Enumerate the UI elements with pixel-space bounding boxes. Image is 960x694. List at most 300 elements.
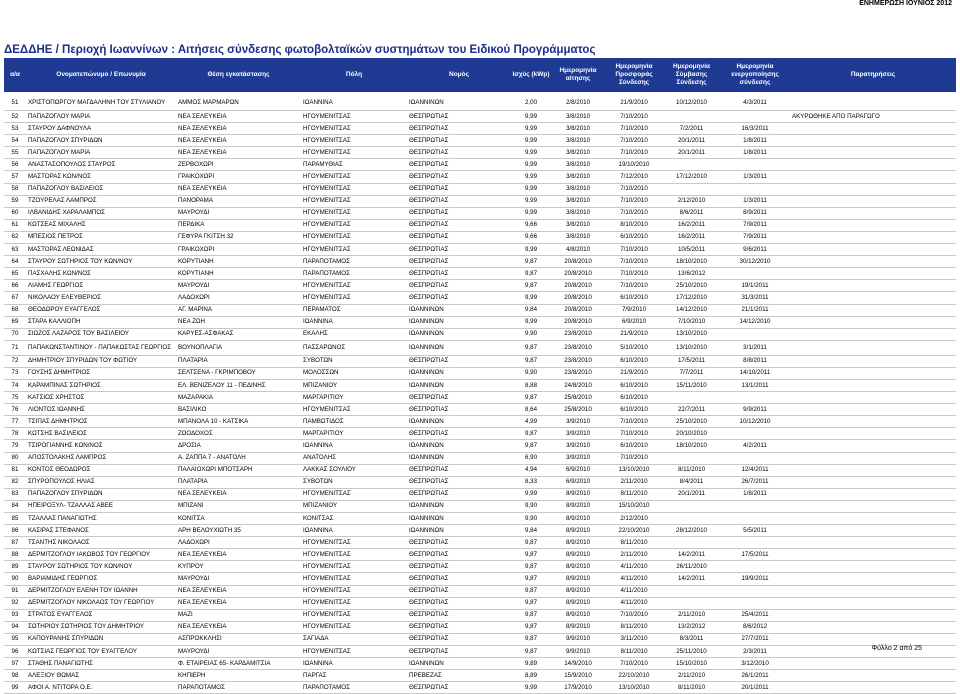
- col-header-application-date: Ημερομηνία αίτησης: [551, 58, 605, 92]
- cell-location: ΑΣΠΡΟΚΚΛΗΣΙ: [176, 633, 301, 645]
- cell-prefecture: ΙΩΑΝΝΙΝΩΝ: [407, 500, 511, 512]
- cell-application-date: 3/8/2010: [551, 147, 605, 159]
- cell-name: ΔΕΡΜΙΤΖΟΓΛΟΥ ΝΙΚΟΛΑΟΣ ΤΟΥ ΓΕΩΡΓΙΟΥ: [26, 597, 176, 609]
- cell-prefecture: ΘΕΣΠΡΩΤΙΑΣ: [407, 219, 511, 231]
- cell-power: 9,87: [511, 646, 551, 658]
- col-header-location: Θέση εγκατάστασης: [176, 58, 301, 92]
- cell-name: ΠΑΠΑΖΟΓΛΟΥ ΜΑΡΙΑ: [26, 147, 176, 159]
- cell-prefecture: ΘΕΣΠΡΩΤΙΑΣ: [407, 609, 511, 621]
- cell-activation-date: 17/5/2011: [720, 549, 790, 561]
- cell-aa: 99: [4, 682, 26, 694]
- cell-city: ΗΓΟΥΜΕΝΙΤΣΑΣ: [301, 549, 407, 561]
- cell-name: ΘΕΟΔΩΡΟΥ ΕΥΑΓΓΕΛΟΣ: [26, 304, 176, 316]
- cell-power: 9,87: [511, 392, 551, 404]
- cell-location: ΚΟΡΥΤΙΑΝΗ: [176, 256, 301, 268]
- cell-contract-date: 18/10/2010: [663, 256, 720, 268]
- table-row: [4, 316, 956, 328]
- cell-activation-date: 30/12/2010: [720, 256, 790, 268]
- cell-aa: 93: [4, 609, 26, 621]
- cell-aa: 91: [4, 585, 26, 597]
- cell-power: 4,99: [511, 416, 551, 428]
- table-row: [4, 464, 956, 476]
- cell-remarks: [790, 147, 956, 159]
- cell-remarks: [790, 525, 956, 537]
- cell-activation-date: 14/12/2010: [720, 316, 790, 328]
- cell-remarks: [790, 621, 956, 633]
- cell-activation-date: 19/9/2011: [720, 573, 790, 585]
- cell-remarks: [790, 292, 956, 304]
- col-header-prefecture: Νομός: [407, 58, 511, 92]
- cell-offer-date: 21/9/2010: [605, 367, 663, 379]
- col-header-activation-date: Ημερομηνία ενεργοποίησης σύνδεσης: [720, 58, 790, 92]
- cell-power: 9,84: [511, 304, 551, 316]
- table-row: [4, 292, 956, 304]
- cell-location: ΠΑΡΑΠΟΤΑΜΟΣ: [176, 682, 301, 694]
- cell-remarks: [790, 207, 956, 219]
- col-header-city: Πόλη: [301, 58, 407, 92]
- cell-power: 9,84: [511, 525, 551, 537]
- cell-application-date: 3/8/2010: [551, 123, 605, 135]
- cell-name: ΛΙΑΜΗΣ ΓΕΩΡΓΙΟΣ: [26, 280, 176, 292]
- cell-city: ΜΠΙΖΑΝΙΟΥ: [301, 500, 407, 512]
- cell-aa: 69: [4, 316, 26, 328]
- cell-name: ΠΑΠΑΖΟΓΛΟΥ ΣΠΥΡΙΔΩΝ: [26, 135, 176, 147]
- table-row: [4, 682, 956, 694]
- table-row: [4, 452, 956, 464]
- table-row: [4, 280, 956, 292]
- cell-contract-date: [663, 500, 720, 512]
- cell-prefecture: ΘΕΣΠΡΩΤΙΑΣ: [407, 476, 511, 488]
- cell-remarks: [790, 392, 956, 404]
- cell-contract-date: 25/10/2010: [663, 416, 720, 428]
- cell-city: ΗΓΟΥΜΕΝΙΤΣΑΣ: [301, 404, 407, 416]
- cell-city: ΙΩΑΝΝΙΝΑ: [301, 96, 407, 111]
- cell-remarks: [790, 416, 956, 428]
- cell-application-date: 3/9/2010: [551, 452, 605, 464]
- cell-city: ΙΩΑΝΝΙΝΑ: [301, 525, 407, 537]
- table-row: [4, 171, 956, 183]
- table-row: [4, 355, 956, 367]
- cell-city: ΕΚΑΛΗΣ: [301, 328, 407, 340]
- cell-location: ΖΕΡΒΟΧΩΡΙ: [176, 159, 301, 171]
- cell-power: 9,87: [511, 609, 551, 621]
- cell-location: ΒΟΥΝΟΠΛΑΓΙΑ: [176, 340, 301, 355]
- cell-offer-date: 7/10/2010: [605, 268, 663, 280]
- cell-contract-date: 22/7/2011: [663, 404, 720, 416]
- cell-activation-date: 4/3/2011: [720, 96, 790, 111]
- cell-contract-date: [663, 452, 720, 464]
- cell-location: ΝΕΑ ΣΕΛΕΥΚΕΙΑ: [176, 135, 301, 147]
- cell-offer-date: 22/10/2010: [605, 525, 663, 537]
- cell-offer-date: 8/11/2010: [605, 646, 663, 658]
- cell-city: ΣΥΒΟΤΩΝ: [301, 355, 407, 367]
- cell-prefecture: ΘΕΣΠΡΩΤΙΑΣ: [407, 355, 511, 367]
- cell-remarks: [790, 658, 956, 670]
- cell-location: ΑΜΜΟΣ ΜΑΡΜΑΡΩΝ: [176, 96, 301, 111]
- cell-city: ΑΝΑΤΟΛΗΣ: [301, 452, 407, 464]
- cell-power: 8,89: [511, 670, 551, 682]
- cell-location: ΣΕΛΤΣΕΝΑ - ΓΚΡΙΜΠΟΒΟΥ: [176, 367, 301, 379]
- cell-offer-date: 7/10/2010: [605, 123, 663, 135]
- cell-city: ΜΑΡΓΑΡΙΤΙΟΥ: [301, 428, 407, 440]
- cell-activation-date: 20/1/2011: [720, 682, 790, 694]
- cell-activation-date: 1/3/2011: [720, 171, 790, 183]
- cell-application-date: 8/9/2010: [551, 525, 605, 537]
- cell-name: ΑΠΟΣΤΟΛΑΚΗΣ ΛΑΜΠΡΟΣ: [26, 452, 176, 464]
- cell-name: ΙΛΒΑΝΙΔΗΣ ΧΑΡΑΛΑΜΠΟΣ: [26, 207, 176, 219]
- cell-offer-date: 5/10/2010: [605, 340, 663, 355]
- cell-city: ΣΥΒΟΤΩΝ: [301, 476, 407, 488]
- cell-remarks: [790, 476, 956, 488]
- cell-remarks: [790, 268, 956, 280]
- cell-prefecture: ΙΩΑΝΝΙΝΩΝ: [407, 452, 511, 464]
- table-row: [4, 379, 956, 391]
- cell-name: ΣΤΑΥΡΟΥ ΔΑΦΝΟΥΛΑ: [26, 123, 176, 135]
- cell-contract-date: [663, 183, 720, 195]
- cell-activation-date: 3/12/2010: [720, 658, 790, 670]
- cell-prefecture: ΘΕΣΠΡΩΤΙΑΣ: [407, 231, 511, 243]
- cell-contract-date: 8/3/2011: [663, 633, 720, 645]
- cell-power: 4,94: [511, 464, 551, 476]
- cell-offer-date: 13/10/2010: [605, 682, 663, 694]
- cell-offer-date: 3/11/2010: [605, 633, 663, 645]
- cell-activation-date: [720, 561, 790, 573]
- table-row: [4, 646, 956, 658]
- col-header-aa: α/α: [4, 58, 26, 92]
- cell-remarks: [790, 440, 956, 452]
- cell-name: ΑΛΕΞΙΟΥ ΘΩΜΑΣ: [26, 670, 176, 682]
- cell-city: ΗΓΟΥΜΕΝΙΤΣΑΣ: [301, 123, 407, 135]
- cell-name: ΠΑΣΧΑΛΗΣ ΚΩΝ/ΝΟΣ: [26, 268, 176, 280]
- cell-activation-date: [720, 268, 790, 280]
- cell-city: ΗΓΟΥΜΕΝΙΤΣΑΣ: [301, 292, 407, 304]
- cell-name: ΓΟΥΣΗΣ ΔΗΜΗΤΡΙΟΣ: [26, 367, 176, 379]
- cell-location: ΝΕΑ ΖΩΗ: [176, 316, 301, 328]
- cell-remarks: [790, 452, 956, 464]
- cell-name: ΔΗΜΗΤΡΙΟΥ ΣΠΥΡΙΔΩΝ ΤΟΥ ΦΩΤΙΟΥ: [26, 355, 176, 367]
- cell-contract-date: 20/1/2011: [663, 147, 720, 159]
- cell-prefecture: ΙΩΑΝΝΙΝΩΝ: [407, 328, 511, 340]
- table-row: [4, 621, 956, 633]
- cell-prefecture: ΘΕΣΠΡΩΤΙΑΣ: [407, 621, 511, 633]
- cell-aa: 62: [4, 231, 26, 243]
- cell-remarks: [790, 597, 956, 609]
- cell-city: ΣΑΓΙΑΔΑ: [301, 633, 407, 645]
- cell-activation-date: 8/6/2012: [720, 621, 790, 633]
- cell-aa: 61: [4, 219, 26, 231]
- cell-activation-date: [720, 428, 790, 440]
- cell-remarks: [790, 195, 956, 207]
- cell-location: Φ. ΕΤΑΙΡΕΙΑΣ 65- ΚΑΡΔΑΜΙΤΣΙΑ: [176, 658, 301, 670]
- cell-offer-date: 6/9/2010: [605, 316, 663, 328]
- cell-contract-date: 7/10/2010: [663, 316, 720, 328]
- cell-aa: 56: [4, 159, 26, 171]
- col-header-power: Ισχύς (kWp): [511, 58, 551, 92]
- cell-prefecture: ΙΩΑΝΝΙΝΩΝ: [407, 416, 511, 428]
- table-row: [4, 537, 956, 549]
- cell-contract-date: 7/7/2011: [663, 367, 720, 379]
- cell-city: ΙΩΑΝΝΙΝΑ: [301, 658, 407, 670]
- cell-application-date: 8/9/2010: [551, 488, 605, 500]
- cell-location: ΠΕΡΔΙΚΑ: [176, 219, 301, 231]
- cell-location: ΝΕΑ ΣΕΛΕΥΚΕΙΑ: [176, 111, 301, 123]
- cell-contract-date: 8/11/2010: [663, 464, 720, 476]
- cell-power: 9,87: [511, 428, 551, 440]
- table-row: [4, 135, 956, 147]
- cell-application-date: 3/8/2010: [551, 171, 605, 183]
- cell-prefecture: ΘΕΣΠΡΩΤΙΑΣ: [407, 561, 511, 573]
- cell-name: ΗΠΕΙΡΟΞΥΛ- ΤΖΑΛΛΑΣ ΑΒΕΕ: [26, 500, 176, 512]
- cell-activation-date: 12/4/2011: [720, 464, 790, 476]
- cell-remarks: [790, 367, 956, 379]
- cell-application-date: 3/8/2010: [551, 159, 605, 171]
- cell-location: ΒΑΣΙΛΙΚΟ: [176, 404, 301, 416]
- cell-city: ΗΓΟΥΜΕΝΙΤΣΑΣ: [301, 280, 407, 292]
- col-header-contract-date: Ημερομηνία Σύμβασης Σύνδεσης: [663, 58, 720, 92]
- cell-aa: 55: [4, 147, 26, 159]
- cell-contract-date: 2/11/2010: [663, 670, 720, 682]
- cell-location: ΜΑΖΑΡΑΚΙΑ: [176, 392, 301, 404]
- cell-location: ΜΠΙΖΑΝΙ: [176, 500, 301, 512]
- cell-contract-date: 17/12/2010: [663, 292, 720, 304]
- cell-remarks: [790, 670, 956, 682]
- cell-aa: 87: [4, 537, 26, 549]
- cell-location: ΝΕΑ ΣΕΛΕΥΚΕΙΑ: [176, 585, 301, 597]
- cell-name: ΚΑΣΙΡΑΣ ΣΤΕΦΑΝΟΣ: [26, 525, 176, 537]
- cell-remarks: [790, 404, 956, 416]
- cell-power: 9,99: [511, 183, 551, 195]
- cell-contract-date: [663, 159, 720, 171]
- cell-prefecture: ΘΕΣΠΡΩΤΙΑΣ: [407, 147, 511, 159]
- cell-activation-date: [720, 513, 790, 525]
- cell-application-date: 8/9/2010: [551, 561, 605, 573]
- cell-contract-date: [663, 597, 720, 609]
- cell-aa: 66: [4, 280, 26, 292]
- table-row: [4, 367, 956, 379]
- cell-application-date: 23/8/2010: [551, 367, 605, 379]
- cell-aa: 57: [4, 171, 26, 183]
- cell-activation-date: 27/7/2011: [720, 633, 790, 645]
- table-row: [4, 670, 956, 682]
- table-row: [4, 304, 956, 316]
- cell-aa: 92: [4, 597, 26, 609]
- cell-city: ΗΓΟΥΜΕΝΙΤΣΑΣ: [301, 207, 407, 219]
- cell-offer-date: 7/9/2010: [605, 304, 663, 316]
- cell-offer-date: 7/10/2010: [605, 428, 663, 440]
- cell-remarks: [790, 488, 956, 500]
- cell-aa: 72: [4, 355, 26, 367]
- cell-offer-date: 7/10/2010: [605, 147, 663, 159]
- cell-activation-date: 7/9/2011: [720, 219, 790, 231]
- cell-prefecture: ΘΕΣΠΡΩΤΙΑΣ: [407, 537, 511, 549]
- cell-offer-date: 7/10/2010: [605, 207, 663, 219]
- cell-power: 8,64: [511, 404, 551, 416]
- cell-aa: 83: [4, 488, 26, 500]
- cell-contract-date: 16/2/2011: [663, 231, 720, 243]
- cell-activation-date: 19/1/2011: [720, 280, 790, 292]
- cell-application-date: 8/9/2010: [551, 513, 605, 525]
- col-header-offer-date: Ημερομηνία Προσφοράς Σύνδεσης: [605, 58, 663, 92]
- cell-power: 2,00: [511, 96, 551, 111]
- cell-remarks: [790, 537, 956, 549]
- cell-power: 9,99: [511, 316, 551, 328]
- cell-power: 8,88: [511, 379, 551, 391]
- cell-offer-date: 7/10/2010: [605, 111, 663, 123]
- cell-offer-date: 22/10/2010: [605, 670, 663, 682]
- cell-application-date: 23/8/2010: [551, 328, 605, 340]
- applications-table: [4, 58, 956, 694]
- cell-contract-date: 2/11/2010: [663, 609, 720, 621]
- cell-aa: 67: [4, 292, 26, 304]
- cell-activation-date: 8/8/2011: [720, 355, 790, 367]
- cell-contract-date: 25/11/2010: [663, 646, 720, 658]
- cell-aa: 75: [4, 392, 26, 404]
- cell-city: ΠΑΜΒΩΤΙΔΟΣ: [301, 416, 407, 428]
- cell-prefecture: ΘΕΣΠΡΩΤΙΑΣ: [407, 171, 511, 183]
- cell-prefecture: ΠΡΕΒΕΖΑΣ: [407, 670, 511, 682]
- cell-offer-date: 7/10/2010: [605, 256, 663, 268]
- cell-activation-date: 1/3/2011: [720, 195, 790, 207]
- cell-prefecture: ΙΩΑΝΝΙΝΩΝ: [407, 304, 511, 316]
- cell-contract-date: [663, 392, 720, 404]
- cell-offer-date: 4/11/2010: [605, 585, 663, 597]
- table-row: [4, 207, 956, 219]
- cell-location: ΝΕΑ ΣΕΛΕΥΚΕΙΑ: [176, 147, 301, 159]
- cell-prefecture: ΘΕΣΠΡΩΤΙΑΣ: [407, 111, 511, 123]
- cell-application-date: 3/9/2010: [551, 440, 605, 452]
- cell-contract-date: 8/11/2010: [663, 682, 720, 694]
- table-row: [4, 340, 956, 355]
- cell-contract-date: 16/2/2011: [663, 219, 720, 231]
- cell-location: ΝΕΑ ΣΕΛΕΥΚΕΙΑ: [176, 183, 301, 195]
- cell-power: 9,99: [511, 111, 551, 123]
- cell-remarks: [790, 609, 956, 621]
- cell-offer-date: 7/10/2010: [605, 195, 663, 207]
- cell-location: ΜΠΑΝΟΛΑ 10 - ΚΑΤΣΙΚΑ: [176, 416, 301, 428]
- cell-power: 9,99: [511, 171, 551, 183]
- col-header-remarks: Παρατηρήσεις: [790, 58, 956, 92]
- cell-name: ΤΖΑΛΛΑΣ ΠΑΝΑΓΙΩΤΗΣ: [26, 513, 176, 525]
- cell-name: ΠΑΠΑΖΟΓΛΟΥ ΜΑΡΙΑ: [26, 111, 176, 123]
- cell-power: 9,87: [511, 573, 551, 585]
- cell-prefecture: ΘΕΣΠΡΩΤΙΑΣ: [407, 597, 511, 609]
- cell-prefecture: ΙΩΑΝΝΙΝΩΝ: [407, 513, 511, 525]
- cell-activation-date: [720, 500, 790, 512]
- cell-activation-date: 26/1/2011: [720, 670, 790, 682]
- cell-location: ΚΑΡΥΕΣ-ΑΣΦΑΚΑΣ: [176, 328, 301, 340]
- cell-application-date: 8/9/2010: [551, 609, 605, 621]
- table-row: [4, 244, 956, 256]
- cell-activation-date: 5/5/2011: [720, 525, 790, 537]
- cell-contract-date: 17/5/2011: [663, 355, 720, 367]
- table-row: [4, 147, 956, 159]
- cell-power: 9,87: [511, 633, 551, 645]
- table-row: [4, 585, 956, 597]
- cell-application-date: 14/9/2010: [551, 658, 605, 670]
- cell-power: 9,87: [511, 585, 551, 597]
- cell-name: ΤΣΑΝΤΗΣ ΝΙΚΟΛΑΟΣ: [26, 537, 176, 549]
- cell-application-date: 8/9/2010: [551, 537, 605, 549]
- cell-remarks: [790, 244, 956, 256]
- cell-offer-date: 6/10/2010: [605, 355, 663, 367]
- cell-name: ΠΑΠΑΚΩΝΣΤΑΝΤΙΝΟΥ - ΠΑΠΑΚΩΣΤΑΣ ΓΕΩΡΓΙΟΣ: [26, 340, 176, 355]
- cell-location: ΜΑΥΡΟΥΔΙ: [176, 207, 301, 219]
- cell-power: 9,66: [511, 219, 551, 231]
- cell-city: ΠΑΡΑΠΟΤΑΜΟΣ: [301, 682, 407, 694]
- cell-contract-date: [663, 585, 720, 597]
- cell-name: ΚΟΝΤΟΣ ΘΕΟΔΩΡΟΣ: [26, 464, 176, 476]
- cell-offer-date: 19/10/2010: [605, 159, 663, 171]
- cell-offer-date: 7/10/2010: [605, 609, 663, 621]
- cell-application-date: 23/8/2010: [551, 355, 605, 367]
- cell-contract-date: 15/10/2010: [663, 658, 720, 670]
- cell-remarks: [790, 428, 956, 440]
- cell-application-date: 20/8/2010: [551, 256, 605, 268]
- table-row: [4, 268, 956, 280]
- cell-application-date: 25/8/2010: [551, 392, 605, 404]
- cell-name: ΛΙΟΝΤΟΣ ΙΩΑΝΝΗΣ: [26, 404, 176, 416]
- table-row: [4, 183, 956, 195]
- cell-application-date: 2/8/2010: [551, 96, 605, 111]
- table-row: [4, 513, 956, 525]
- cell-activation-date: [720, 452, 790, 464]
- cell-activation-date: [720, 537, 790, 549]
- cell-power: 9,99: [511, 244, 551, 256]
- cell-offer-date: 6/10/2010: [605, 404, 663, 416]
- cell-contract-date: 10/5/2011: [663, 244, 720, 256]
- cell-name: ΣΙΩΖΟΣ ΛΑΖΑΡΟΣ ΤΟΥ ΒΑΣΙΛΕΙΟΥ: [26, 328, 176, 340]
- table-row: [4, 440, 956, 452]
- cell-offer-date: 6/10/2010: [605, 392, 663, 404]
- cell-name: ΚΩΤΣΕΑΣ ΜΙΧΑΛΗΣ: [26, 219, 176, 231]
- cell-contract-date: 14/12/2010: [663, 304, 720, 316]
- cell-name: ΜΠΕΣΙΟΣ ΠΕΤΡΟΣ: [26, 231, 176, 243]
- cell-contract-date: 20/1/2011: [663, 135, 720, 147]
- cell-location: ΓΡΑΙΚΟΧΩΡΙ: [176, 171, 301, 183]
- cell-name: ΠΑΠΑΖΟΓΛΟΥ ΣΠΥΡΙΔΩΝ: [26, 488, 176, 500]
- cell-contract-date: [663, 537, 720, 549]
- cell-contract-date: 20/10/2010: [663, 428, 720, 440]
- cell-activation-date: 9/9/2011: [720, 404, 790, 416]
- cell-offer-date: 8/10/2010: [605, 219, 663, 231]
- cell-prefecture: ΙΩΑΝΝΙΝΩΝ: [407, 96, 511, 111]
- cell-application-date: 3/8/2010: [551, 111, 605, 123]
- cell-activation-date: [720, 392, 790, 404]
- table-row: [4, 159, 956, 171]
- cell-name: ΣΤΑΥΡΟΥ ΣΩΤΗΡΙΟΣ ΤΟΥ ΚΩΝ/ΝΟΥ: [26, 256, 176, 268]
- cell-contract-date: 14/2/2011: [663, 549, 720, 561]
- cell-prefecture: ΙΩΑΝΝΙΝΩΝ: [407, 658, 511, 670]
- cell-name: ΣΤΑΡΑ ΚΑΛΛΙΟΠΗ: [26, 316, 176, 328]
- cell-application-date: 15/9/2010: [551, 670, 605, 682]
- cell-prefecture: ΘΕΣΠΡΩΤΙΑΣ: [407, 633, 511, 645]
- cell-activation-date: 21/1/2011: [720, 304, 790, 316]
- cell-prefecture: ΙΩΑΝΝΙΝΩΝ: [407, 440, 511, 452]
- cell-name: ΣΩΤΗΡΙΟΥ ΣΩΤΗΡΙΟΣ ΤΟΥ ΔΗΜΗΤΡΙΟΥ: [26, 621, 176, 633]
- table-row: [4, 231, 956, 243]
- cell-power: 9,90: [511, 367, 551, 379]
- cell-prefecture: ΘΕΣΠΡΩΤΙΑΣ: [407, 428, 511, 440]
- table-row: [4, 573, 956, 585]
- cell-location: ΑΓ. ΜΑΡΙΝΑ: [176, 304, 301, 316]
- cell-aa: 70: [4, 328, 26, 340]
- cell-aa: 84: [4, 500, 26, 512]
- cell-offer-date: 7/10/2010: [605, 416, 663, 428]
- cell-contract-date: 13/10/2010: [663, 328, 720, 340]
- table-row: [4, 500, 956, 512]
- cell-city: ΗΓΟΥΜΕΝΙΤΣΑΣ: [301, 609, 407, 621]
- cell-city: ΗΓΟΥΜΕΝΙΤΣΑΣ: [301, 621, 407, 633]
